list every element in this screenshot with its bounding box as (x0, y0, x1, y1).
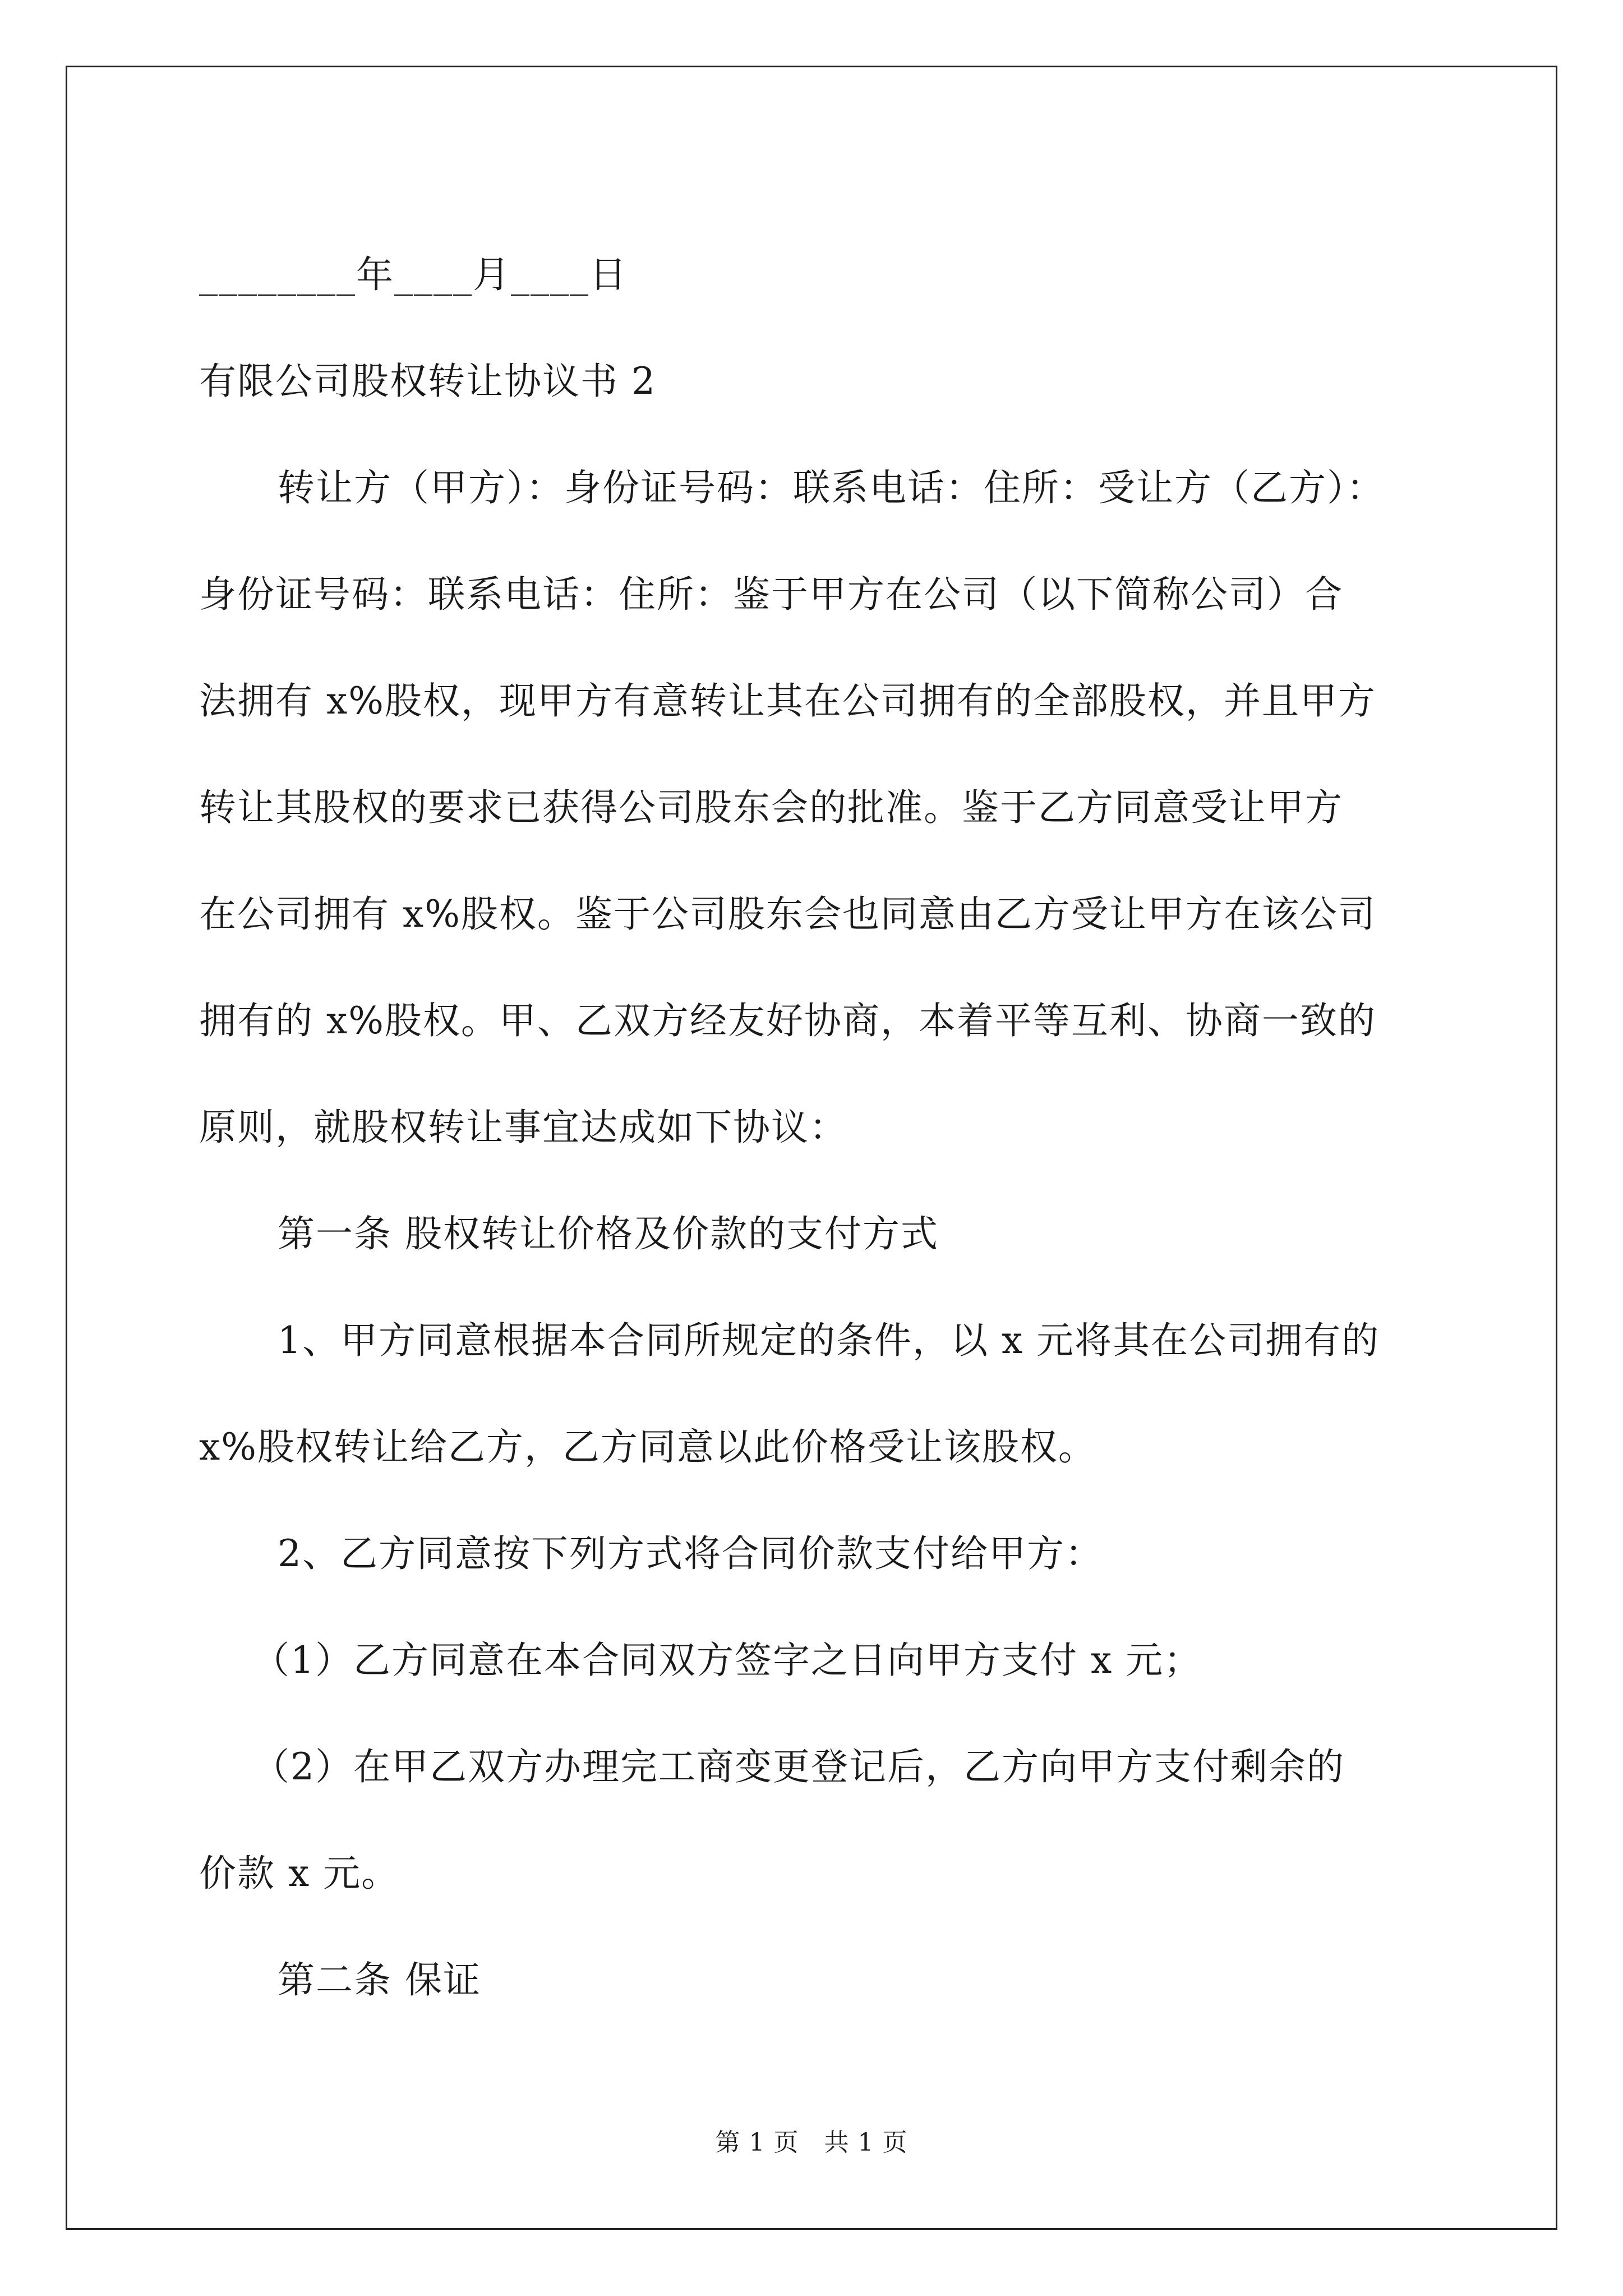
paragraph-line: 转让其股权的要求已获得公司股东会的批准。鉴于乙方同意受让甲方 (199, 786, 1343, 829)
paragraph-line: 原则，就股权转让事宜达成如下协议： (199, 1106, 847, 1149)
paragraph-line: 1、甲方同意根据本合同所规定的条件，以 x 元将其在公司拥有的 (278, 1319, 1380, 1362)
paragraph-line: 拥有的 x%股权。甲、乙双方经友好协商，本着平等互利、协商一致的 (199, 999, 1376, 1042)
paragraph-line: 价款 x 元。 (199, 1852, 400, 1895)
date-line: ________年____月____日 (199, 253, 628, 296)
paragraph-line: 法拥有 x%股权，现甲方有意转让其在公司拥有的全部股权，并且甲方 (199, 679, 1376, 723)
article-heading: 第二条 保证 (278, 1958, 481, 2001)
paragraph-line: x%股权转让给乙方，乙方同意以此价格受让该股权。 (199, 1425, 1096, 1469)
paragraph-line: 身份证号码：联系电话：住所：鉴于甲方在公司（以下简称公司）合 (199, 573, 1343, 616)
document-body (199, 222, 1433, 2033)
list-item: （1）乙方同意在本合同双方签字之日向甲方支付 x 元； (252, 1639, 1202, 1682)
paragraph-line: 转让方（甲方）：身份证号码：联系电话：住所：受让方（乙方）： (278, 466, 1385, 509)
paragraph-line: 2、乙方同意按下列方式将合同价款支付给甲方： (278, 1532, 1103, 1575)
article-heading: 第一条 股权转让价格及价款的支付方式 (278, 1212, 939, 1255)
document-title: 有限公司股权转让协议书 2 (199, 360, 656, 403)
page-number: 第 1 页 共 1 页 (715, 2128, 908, 2157)
paragraph-line: 在公司拥有 x%股权。鉴于公司股东会也同意由乙方受让甲方在该公司 (199, 892, 1376, 936)
list-item: （2）在甲乙双方办理完工商变更登记后，乙方向甲方支付剩余的 (252, 1745, 1345, 1788)
